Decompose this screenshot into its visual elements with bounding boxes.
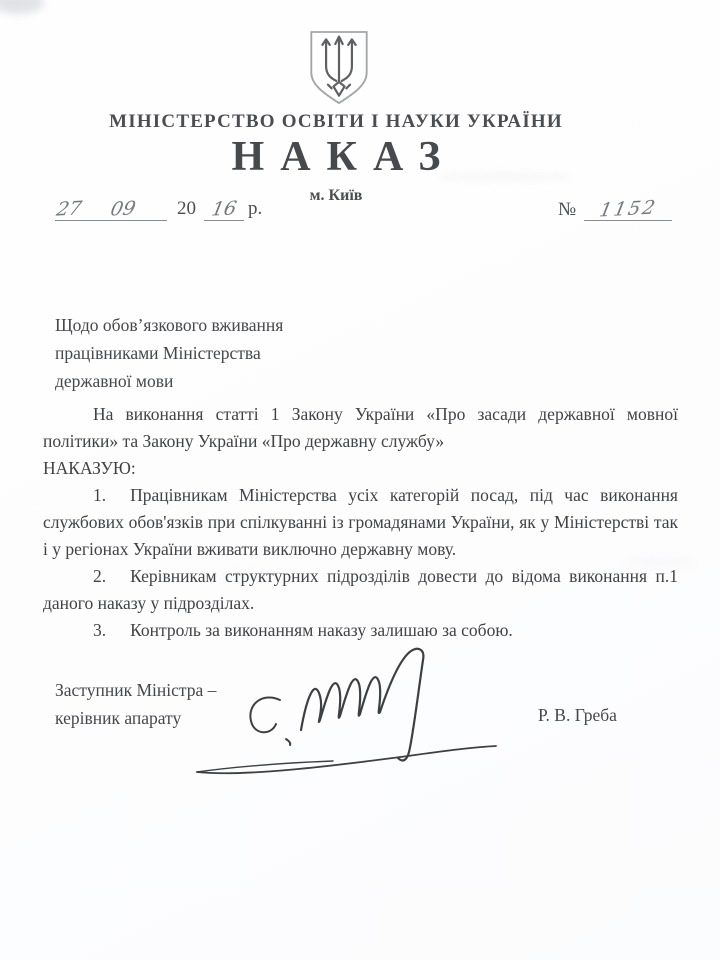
- order-item-3: [43, 617, 678, 644]
- order-word: НАКАЗУЮ:: [43, 458, 136, 478]
- item-text: Контроль за виконанням наказу залишаю за собою.: [130, 620, 513, 640]
- order-body: [43, 401, 678, 644]
- item-text: Керівникам структурних підрозділів довести до відома виконання п.1 даного наказу у підрозділах.: [43, 566, 678, 613]
- date-blank: [55, 196, 167, 221]
- subject-block: [55, 311, 283, 395]
- date-suffix: р.: [248, 198, 263, 219]
- order-item-1: [43, 482, 678, 563]
- signer-position-line: керівник апарату: [55, 707, 182, 728]
- order-item-2: [43, 563, 678, 617]
- number-blank: [584, 196, 672, 221]
- subject-line: Щодо обов’язкового вживання: [55, 315, 284, 335]
- document-title: НАКАЗ: [231, 134, 457, 180]
- handwritten-day: 27: [54, 197, 84, 221]
- ministry-name: МІНІСТЕРСТВО ОСВІТИ І НАУКИ УКРАЇНИ: [109, 111, 563, 132]
- date-century: 20: [177, 198, 196, 219]
- scan-smudge: [0, 0, 44, 14]
- handwritten-number: 1152: [597, 196, 659, 222]
- signer-name: Р. В. Греба: [538, 705, 617, 725]
- item-number: 2.: [93, 566, 107, 586]
- order-number-line: [558, 196, 672, 221]
- item-text: Працівникам Міністерства усіх категорій посад, під час виконання службових обов'язків при спілкуванні із громадянами України, як у Міністерстві так і у регіонах України вживати виключно державну мову.: [43, 485, 678, 559]
- number-label: №: [558, 199, 577, 220]
- signer-position-line: Заступник Міністра –: [55, 680, 217, 700]
- ukraine-trident-icon: [303, 28, 375, 108]
- year-blank: [204, 196, 244, 221]
- handwritten-month: 09: [108, 197, 138, 221]
- handwritten-year: 16: [209, 197, 239, 221]
- subject-line: державної мови: [55, 371, 174, 391]
- item-number: 3.: [93, 620, 107, 640]
- handwritten-signature-icon: [183, 644, 498, 784]
- item-number: 1.: [93, 485, 107, 505]
- date-line: [55, 196, 262, 221]
- city-label: м. Київ: [309, 187, 363, 204]
- preamble-paragraph: На виконання статті 1 Закону України «Про засади державної мовної політики» та Закону України «Про державну службу»: [43, 404, 678, 451]
- subject-line: працівниками Міністерства: [55, 343, 261, 363]
